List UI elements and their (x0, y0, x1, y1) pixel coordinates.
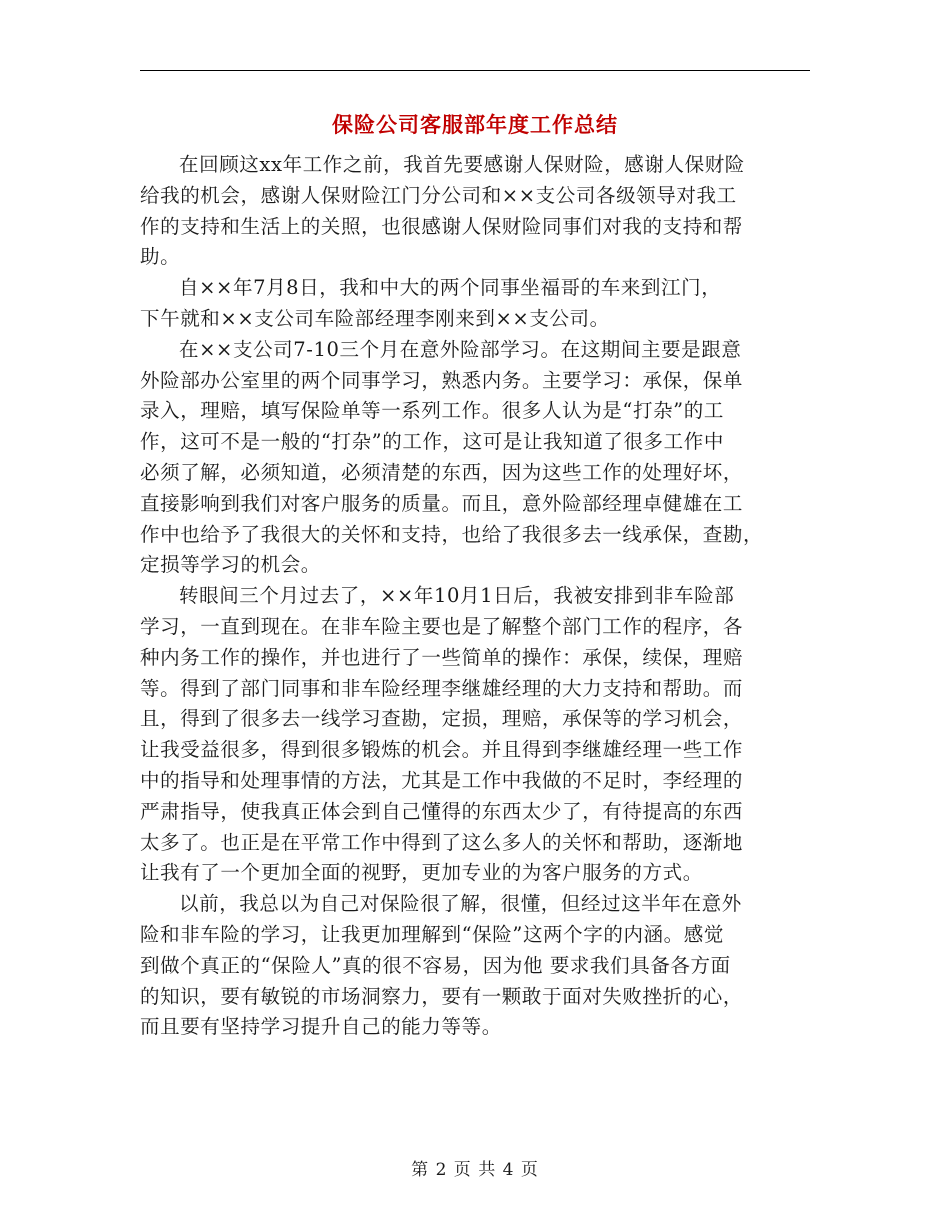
text-line: 而且要有坚持学习提升自己的能力等等。 (140, 1015, 502, 1039)
text-line: 直接影响到我们对客户服务的质量。而且，意外险部经理卓健雄在工 (140, 491, 744, 515)
text-line: 让我有了一个更加全面的视野，更加专业的为客户服务的方式。 (140, 861, 703, 885)
text-line: 险和非车险的学习，让我更加理解到“保险”这两个字的内涵。感觉 (140, 922, 724, 946)
text-line: 在××支公司7-10三个月在意外险部学习。在这期间主要是跟意 (179, 337, 742, 361)
text-line: 下午就和××支公司车险部经理李刚来到××支公司。 (140, 306, 610, 330)
paragraph-2 (140, 273, 815, 335)
text-line: 在回顾这xx年工作之前，我首先要感谢人保财险，感谢人保财险 (179, 153, 745, 176)
paragraph-4 (140, 581, 815, 889)
text-line: 定损等学习的机会。 (140, 553, 321, 577)
text-line: 外险部办公室里的两个同事学习，熟悉内务。主要学习：承保，保单 (140, 368, 744, 392)
text-line: 学习，一直到现在。在非车险主要也是了解整个部门工作的程序，各 (140, 614, 744, 638)
text-line: 必须了解，必须知道，必须清楚的东西，因为这些工作的处理好坏， (140, 460, 744, 484)
text-line: 等。得到了部门同事和非车险经理李继雄经理的大力支持和帮助。而 (140, 676, 744, 700)
page-number-footer: 第 2 页 共 4 页 (411, 1160, 539, 1180)
document-title: 保险公司客服部年度工作总结 (332, 113, 618, 137)
paragraph-1 (140, 150, 815, 273)
text-line: 到做个真正的“保险人”真的很不容易，因为他 要求我们具备各方面 (140, 953, 731, 977)
text-line: 以前，我总以为自己对保险很了解，很懂，但经过这半年在意外 (179, 892, 742, 916)
text-line: 作的支持和生活上的关照，也很感谢人保财险同事们对我的支持和帮 (140, 214, 744, 238)
text-line: 严肃指导，使我真正体会到自己懂得的东西太少了，有待提高的东西 (140, 799, 744, 823)
text-line: 太多了。也正是在平常工作中得到了这么多人的关怀和帮助，逐渐地 (140, 830, 744, 854)
paragraph-5 (140, 889, 815, 1043)
text-line: 给我的机会，感谢人保财险江门分公司和××支公司各级领导对我工 (140, 183, 737, 207)
text-line: 种内务工作的操作，并也进行了一些简单的操作：承保，续保，理赔 (140, 645, 744, 669)
text-line: 录入，理赔，填写保险单等一系列工作。很多人认为是“打杂”的工 (140, 399, 724, 423)
document-body (140, 150, 815, 1043)
paragraph-3 (140, 335, 815, 581)
text-line: 让我受益很多，得到很多锻炼的机会。并且得到李继雄经理一些工作 (140, 738, 744, 762)
text-line: 转眼间三个月过去了，××年10月1日后，我被安排到非车险部 (179, 584, 735, 608)
text-line: 作，这可不是一般的“打杂”的工作，这可是让我知道了很多工作中 (140, 430, 724, 454)
text-line: 自××年7月8日，我和中大的两个同事坐福哥的车来到江门， (179, 276, 722, 300)
text-line: 作中也给予了我很大的关怀和支持，也给了我很多去一线承保，查勘， (140, 522, 764, 546)
text-line: 的知识，要有敏锐的市场洞察力，要有一颗敢于面对失败挫折的心， (140, 984, 744, 1008)
text-line: 助。 (140, 245, 181, 269)
text-line: 中的指导和处理事情的方法，尤其是工作中我做的不足时，李经理的 (140, 768, 744, 792)
text-line: 且，得到了很多去一线学习查勘，定损，理赔，承保等的学习机会， (140, 707, 744, 731)
header-rule (140, 70, 810, 71)
